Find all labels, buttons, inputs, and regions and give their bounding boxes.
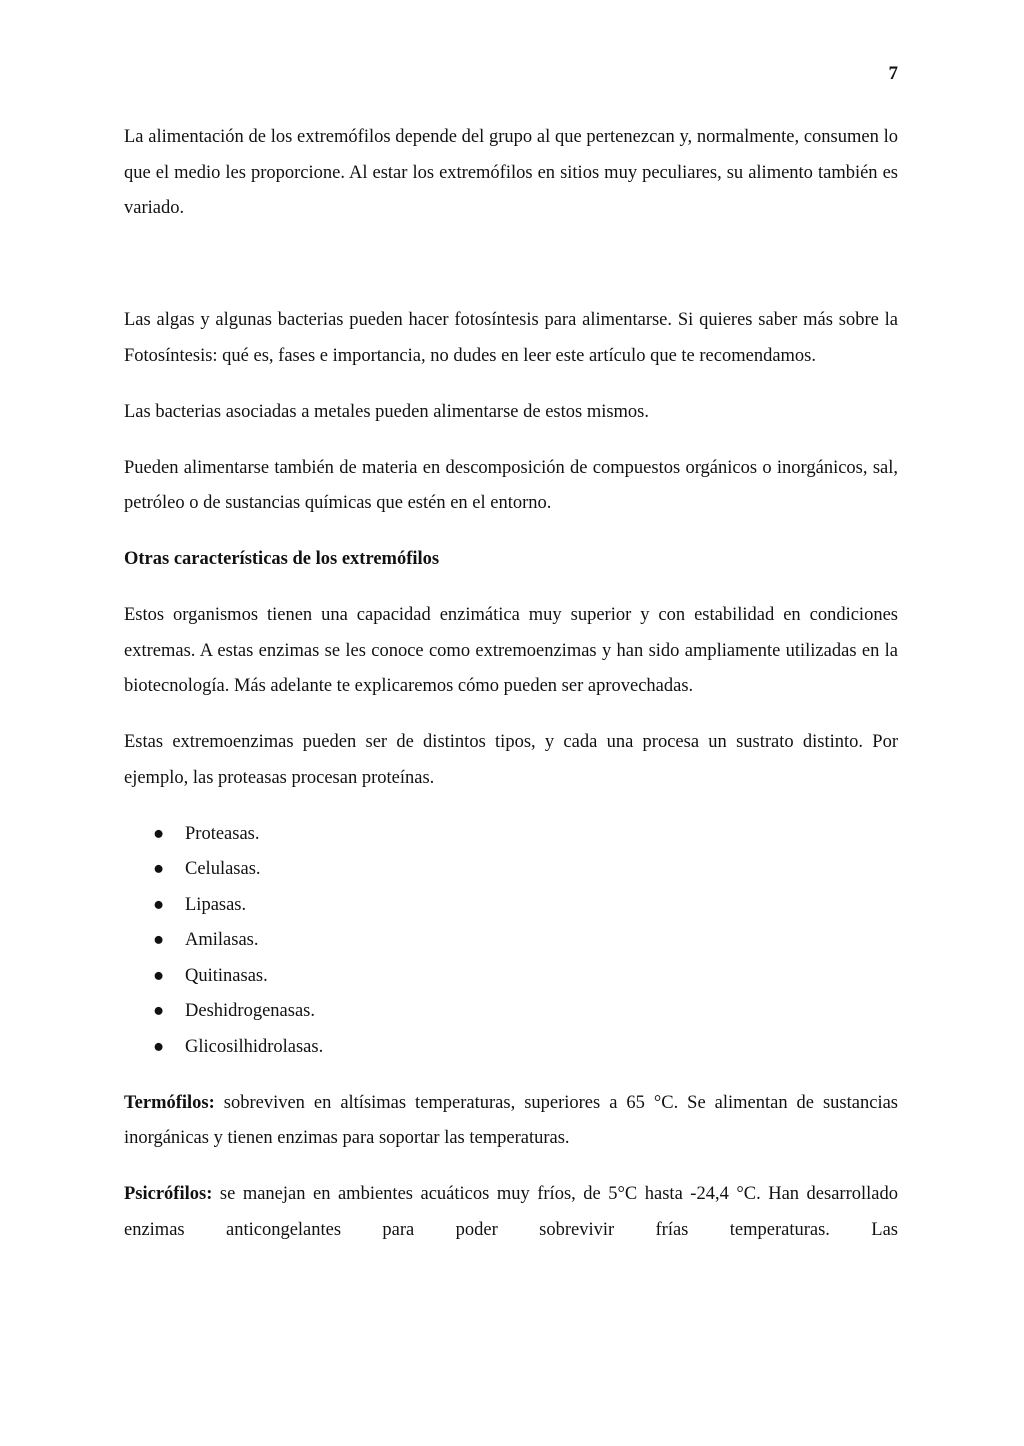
document-body bbox=[124, 120, 898, 1269]
list-item: ● Glicosilhidrolasas. bbox=[124, 1030, 898, 1066]
page-number: 7 bbox=[888, 63, 898, 84]
paragraph-materia: Pueden alimentarse también de materia en descomposición de compuestos orgánicos o inorgánicos, sal, petróleo o de sustancias químicas que estén en el entorno. bbox=[124, 457, 898, 513]
paragraph-psicrofilos bbox=[124, 1177, 898, 1248]
list-item: ● Quitinasas. bbox=[124, 959, 898, 995]
paragraph-alimentacion: La alimentación de los extremófilos depende del grupo al que pertenezcan y, normalmente, consumen lo que el medio les proporcione. Al estar los extremófilos en sitios muy peculiares, su alimento también es variado. bbox=[124, 127, 898, 218]
bullet-icon: ● bbox=[153, 1001, 165, 1021]
bullet-icon: ● bbox=[153, 823, 165, 844]
term-psicrofilos: Psicrófilos: bbox=[124, 1184, 213, 1204]
bullet-icon: ● bbox=[153, 894, 165, 915]
list-item: ● Celulasas. bbox=[124, 852, 898, 888]
paragraph-enzimatica: Estos organismos tienen una capacidad enzimática muy superior y con estabilidad en condiciones extremas. A estas enzimas se les conoce como extremoenzimas y han sido ampliamente utilizadas en la biotecnología. Más adelante te explicaremos cómo pueden ser aprovechadas. bbox=[124, 605, 898, 696]
list-item: ● Lipasas. bbox=[124, 888, 898, 924]
bullet-icon: ● bbox=[153, 930, 165, 950]
term-termofilos: Termófilos: bbox=[124, 1092, 215, 1113]
paragraph-termofilos bbox=[124, 1086, 898, 1157]
text-termofilos: sobreviven en altísimas temperaturas, superiores a 65 °C. Se alimentan de sustancias inorgánicas y tienen enzimas para soportar las temperaturas. bbox=[124, 1092, 898, 1148]
paragraph-extremoenzimas: Estas extremoenzimas pueden ser de distintos tipos, y cada una procesa un sustrato distinto. Por ejemplo, las proteasas procesan proteínas. bbox=[124, 732, 898, 788]
list-item: ● Proteasas. bbox=[124, 817, 898, 853]
bullet-icon: ● bbox=[153, 965, 165, 986]
blank-spacer bbox=[124, 247, 898, 303]
section-heading: Otras características de los extremófilos bbox=[124, 549, 440, 569]
paragraph-fotosintesis: Las algas y algunas bacterias pueden hacer fotosíntesis para alimentarse. Si quieres saber más sobre la Fotosíntesis: qué es, fases e importancia, no dudes en leer este artículo que te recomendamos. bbox=[124, 310, 898, 366]
paragraph-metales: Las bacterias asociadas a metales pueden alimentarse de estos mismos. bbox=[124, 401, 650, 422]
list-item: ● Deshidrogenasas. bbox=[124, 994, 898, 1030]
text-psicrofilos: se manejan en ambientes acuáticos muy fríos, de 5°C hasta -24,4 °C. Han desarrollado enzimas anticongelantes para poder sobrevivir frías temperaturas. Las bbox=[124, 1184, 898, 1240]
enzyme-list bbox=[124, 817, 898, 1066]
bullet-icon: ● bbox=[153, 859, 165, 879]
list-item: ● Amilasas. bbox=[124, 923, 898, 959]
bullet-icon: ● bbox=[153, 1036, 165, 1057]
